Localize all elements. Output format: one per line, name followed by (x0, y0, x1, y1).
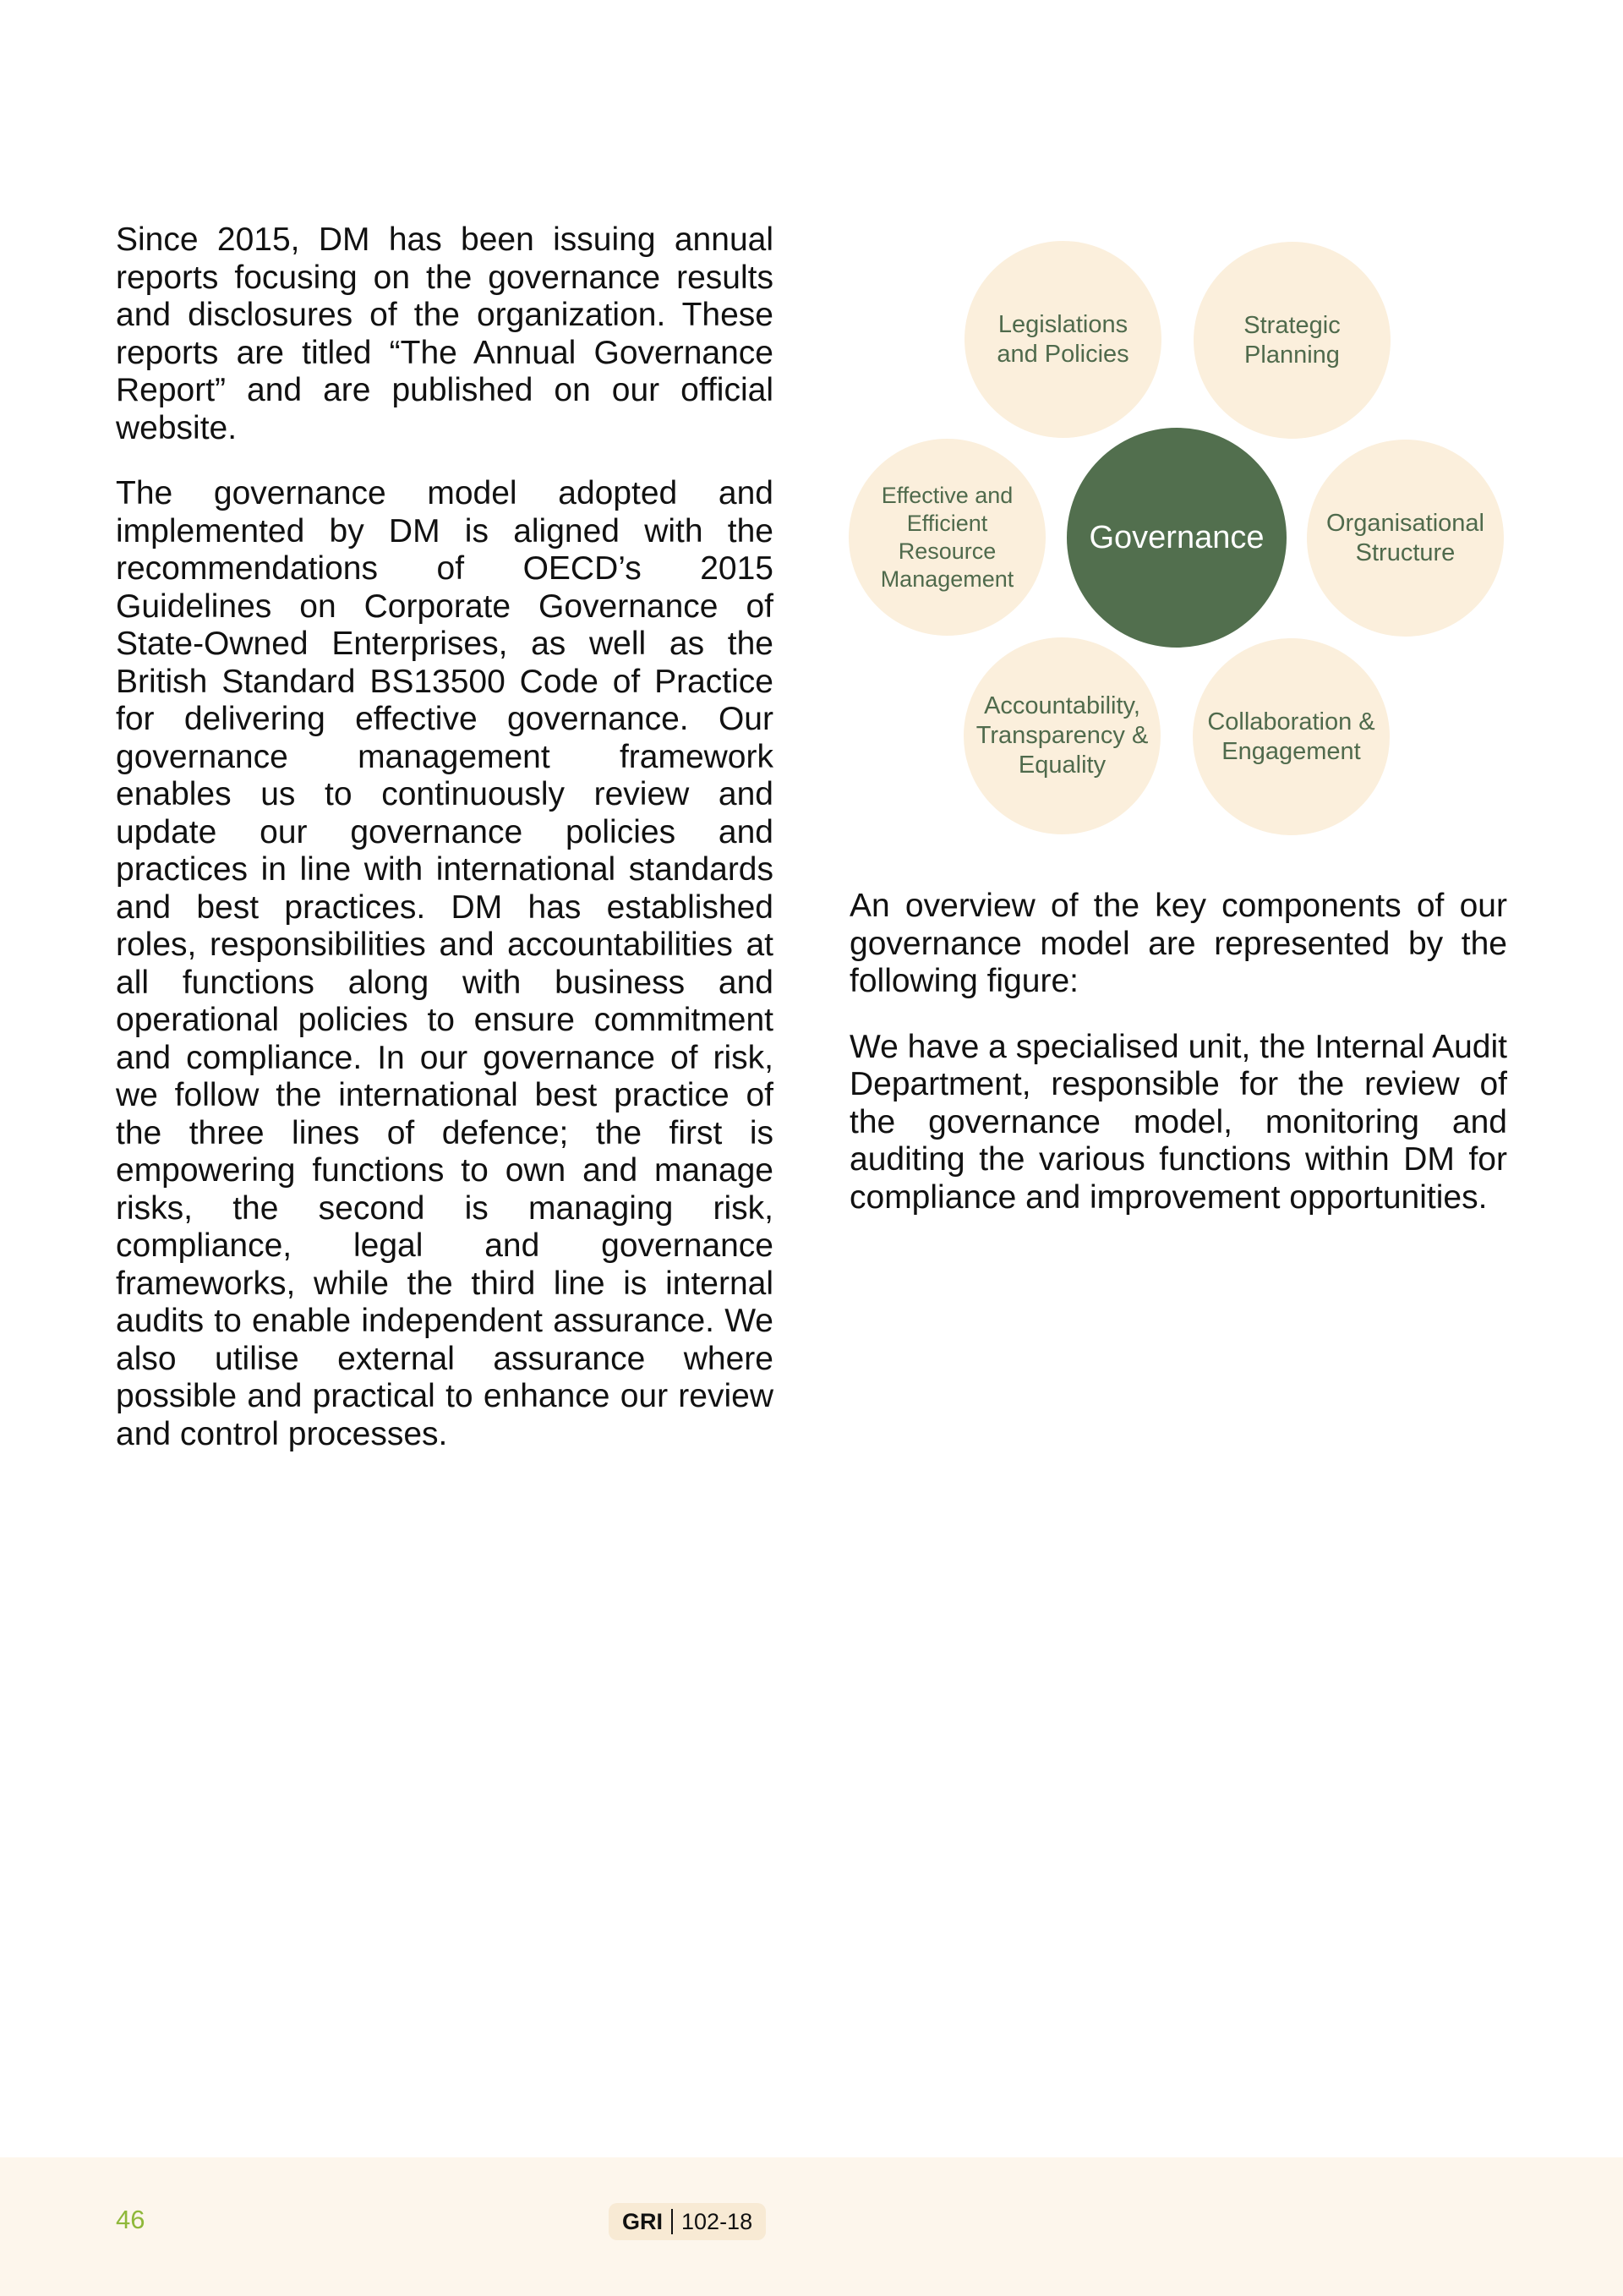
component-strategic-planning (1194, 242, 1391, 439)
component-label: Collaboration & Engagement (1207, 708, 1375, 765)
component-organisational-structure (1307, 440, 1504, 637)
gri-code: 102-18 (681, 2208, 753, 2234)
component-collaboration-and-engagement (1193, 638, 1390, 835)
page-number: 46 (116, 2205, 145, 2234)
paragraph-governance-model: The governance model adopted and implemented by DM is aligned with the recommendations of OECD’s 2015 Guidelines on Corporate Governance of State-Owned Enterprises, as well as the British Standard BS13500 Code of Practice for delivering effective governance. Our governance management framework enables us to continuously review and update our governance policies and practices in line with international standards and best practices. DM has established roles, responsibilities and accountabilities at all functions along with business and operational policies to ensure commitment and compliance. In our governance of risk, we follow the international best practice of the three lines of defence; the first is empowering functions to own and manage risks, the second is managing risk, compliance, legal and governance frameworks, while the third line is internal audits to enable independent assurance. We also utilise external assurance where possible and practical to enhance our review and control processes. (116, 475, 773, 1452)
paragraph-internal-audit: We have a specialised unit, the Internal Audit Department, responsible for the review of the governance model, monitoring and auditing the various functions within DM for compliance and improvement opportunities. (850, 1028, 1507, 1216)
component-resource-management (849, 439, 1046, 636)
component-label: Legislations and Policies (997, 310, 1129, 368)
component-label: Effective and Efficient Resource Management (880, 482, 1014, 592)
gri-divider (671, 2209, 673, 2234)
gri-label: GRI (622, 2208, 664, 2234)
gri-reference-badge (609, 2203, 766, 2240)
right-text-column (850, 888, 1507, 1244)
governance-center-circle (1067, 428, 1287, 648)
paragraph-annual-reports: Since 2015, DM has been issuing annual reports focusing on the governance results and disclosures of the organization. These reports are titled “The Annual Governance Report” and are published on our official website. (116, 221, 773, 446)
page-footer (0, 2157, 1623, 2296)
component-label: Strategic Planning (1243, 311, 1341, 369)
component-label: Organisational Structure (1326, 509, 1484, 566)
component-label: Accountability, Transparency & Equality (975, 692, 1149, 779)
center-label: Governance (1089, 520, 1265, 555)
governance-model-diagram (0, 0, 1623, 845)
paragraph-overview: An overview of the key components of our governance model are represented by the following figure: (850, 888, 1507, 999)
component-accountability-transparency-equality (964, 637, 1161, 834)
component-legislations-and-policies (965, 241, 1161, 438)
